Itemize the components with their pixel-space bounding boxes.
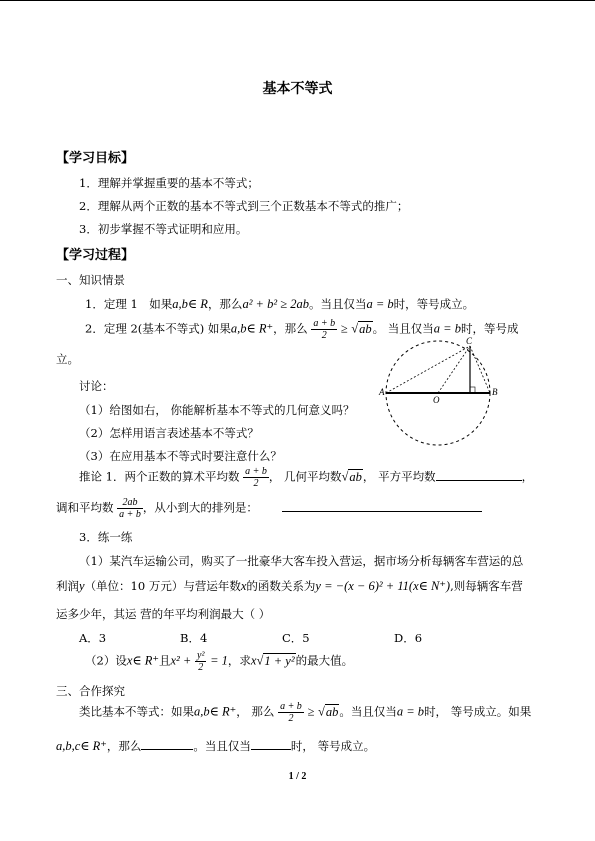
- objectives-heading: 【学习目标】: [56, 151, 135, 166]
- discussion-label: 讨论：: [79, 379, 114, 393]
- radicand: ab: [349, 469, 362, 484]
- objective-item-3: 3．初步掌握不等式证明和应用。: [79, 222, 248, 236]
- corollary-arith-fraction: [243, 466, 269, 489]
- analogy-line1: [79, 701, 531, 724]
- question-1: （1）给图如右， 你能解析基本不等式的几何意义吗？: [79, 403, 355, 417]
- p2-ask: ，求: [227, 653, 251, 668]
- option-c[interactable]: C．5: [282, 631, 310, 645]
- analogy-tail: 。当且仅当: [339, 704, 397, 719]
- harmonic-tail: ，从小到大的排列是：: [142, 500, 258, 515]
- page-top-rule: [0, 0, 595, 1]
- analogy-inequality-blank[interactable]: [141, 737, 193, 750]
- fraction-numerator: 2ab: [117, 497, 143, 509]
- analogy-fraction: [278, 701, 304, 724]
- fraction-denominator: 2: [288, 713, 294, 724]
- section1-title: 一、知识情景: [56, 273, 125, 287]
- question-3: （3）在应用基本不等式时要注意什么？: [79, 449, 282, 463]
- page-title: 基本不等式: [262, 81, 333, 97]
- fraction-denominator: a + b: [119, 509, 141, 520]
- practice-title: 3．练一练: [79, 530, 133, 544]
- label-o: O: [433, 395, 440, 405]
- p2-tail: 的最大值。: [295, 653, 354, 668]
- harmonic-line: [56, 497, 482, 520]
- theorem2-equality: a = b: [433, 321, 461, 336]
- harmonic-fraction: [117, 497, 143, 520]
- analogy2-end: 时， 等号成立。: [290, 739, 376, 753]
- page-number: 1 / 2: [288, 771, 307, 782]
- arith-mean-fraction: [311, 318, 337, 341]
- analogy-mid: ， 那么: [236, 704, 275, 719]
- p2-eq-b: = 1: [210, 653, 228, 668]
- p2-sqrt: √1 + y²: [256, 653, 295, 668]
- objective-item-2: 2．理解从两个正数的基本不等式到三个正数基本不等式的推广；: [79, 199, 409, 213]
- theorem1-tail: 。当且仅当: [308, 297, 367, 311]
- fraction-denominator: 2: [253, 478, 259, 489]
- practice1-line1: （1）某汽车运输公司，购买了一批豪华大客车投入营运，据市场分析每辆客车营运的总: [79, 554, 524, 568]
- radicand: ab: [359, 321, 372, 336]
- figure-chord-ac: [386, 346, 470, 393]
- p2-and: 且: [159, 653, 171, 668]
- comma: ，: [521, 469, 534, 484]
- process-heading: 【学习过程】: [56, 248, 135, 263]
- theorem1-line: [85, 296, 474, 312]
- analogy-line2: [56, 737, 375, 754]
- p2-expr-x: x: [250, 653, 257, 668]
- label-c: C: [466, 336, 473, 346]
- option-a[interactable]: A．3: [79, 631, 107, 645]
- figure-chord-cb: [470, 346, 490, 393]
- practice2-line: [85, 650, 353, 673]
- square-mean-blank[interactable]: [436, 468, 522, 481]
- option-d[interactable]: D．6: [394, 631, 423, 645]
- p2-fraction: [195, 650, 206, 673]
- fraction-denominator: 2: [321, 330, 327, 341]
- corollary-prefix: 推论 1．两个正数的算术平均数: [79, 469, 240, 484]
- ordering-blank[interactable]: [282, 499, 482, 512]
- p1-text-d: ,则每辆客车营: [450, 579, 523, 593]
- p1-var-x: x: [240, 579, 247, 593]
- sqrt-ab: √ab: [351, 321, 372, 336]
- theorem1-equality: a = b: [366, 297, 394, 311]
- geq-symbol: ≥: [340, 321, 348, 336]
- harmonic-prefix: 调和平均数: [56, 500, 114, 515]
- analogy-prefix: 类比基本不等式：如果: [79, 704, 194, 719]
- question-2: （2）怎样用语言表述基本不等式？: [79, 426, 259, 440]
- geq-symbol: ≥: [307, 704, 315, 719]
- radicand: 1 + y²: [264, 653, 295, 668]
- section3-title: 三、合作探究: [56, 684, 125, 698]
- analogy-sqrt: √ab: [318, 704, 339, 719]
- analogy-equality: a = b: [396, 704, 425, 719]
- analogy-end: 时， 等号成立。如果: [424, 704, 532, 719]
- objective-item-1: 1．理解并掌握重要的基本不等式；: [79, 176, 259, 190]
- theorem2-prefix: 2．定理 2(基本不等式) 如果: [85, 321, 231, 336]
- p1-formula: y = −(x − 6)² + 11(x∈ N⁺): [315, 579, 451, 593]
- p1-text-b: （单位：10 万元）与营运年数: [84, 579, 241, 593]
- label-b: B: [492, 387, 498, 397]
- p1-var-y: y: [79, 579, 85, 593]
- figure-radius-oc: [438, 346, 470, 393]
- analogy2-condition: a,b,c∈ R⁺: [56, 739, 107, 753]
- corollary-sqrt-ab: √ab: [341, 469, 362, 484]
- fraction-numerator: a + b: [245, 466, 267, 477]
- radicand: ab: [325, 704, 339, 719]
- option-b[interactable]: B．4: [180, 631, 208, 645]
- p1-text-a: 利润: [56, 579, 79, 593]
- theorem2-end: 时，等号成: [460, 321, 519, 336]
- analogy-condition-blank[interactable]: [251, 737, 291, 750]
- corollary-sq: ， 平方平均数: [362, 469, 436, 484]
- corollary-line: [79, 466, 533, 489]
- practice1-line2: [56, 578, 523, 594]
- theorem1-prefix: 1．定理 1 如果: [85, 297, 173, 311]
- analogy2-mid: ，那么: [106, 739, 142, 753]
- theorem2-tail: 。 当且仅当: [372, 321, 434, 336]
- theorem1-inequality: a² + b² ≥ 2ab: [242, 297, 309, 311]
- fraction-denominator: 2: [198, 662, 204, 673]
- p2-eq-a: x² +: [170, 653, 192, 668]
- theorem1-condition: a,b∈ R: [172, 297, 208, 311]
- theorem2-condition: a,b∈ R⁺: [230, 321, 274, 336]
- theorem1-mid: ，那么: [207, 297, 243, 311]
- fraction-numerator: y²: [197, 650, 205, 661]
- theorem1-end: 时，等号成立。: [393, 297, 475, 311]
- fraction-numerator: a + b: [280, 701, 302, 712]
- theorem2-wrap: 立。: [56, 352, 79, 366]
- semicircle-geometry-figure: [378, 335, 500, 457]
- analogy-condition: a,b∈ R⁺: [194, 704, 237, 719]
- practice1-line3: 运多少年，其运 营的年平均利润最大（ ）: [56, 607, 271, 621]
- fraction-numerator: a + b: [313, 318, 336, 329]
- p1-text-c: 的函数关系为: [246, 579, 316, 593]
- corollary-geo: ， 几何平均数: [268, 469, 342, 484]
- label-a: A: [379, 387, 385, 397]
- theorem2-mid: ，那么: [273, 321, 308, 336]
- p2-condition: x∈ R⁺: [126, 653, 159, 668]
- analogy2-tail: 。当且仅当: [193, 739, 251, 753]
- p2-prefix: （2）设: [85, 653, 127, 668]
